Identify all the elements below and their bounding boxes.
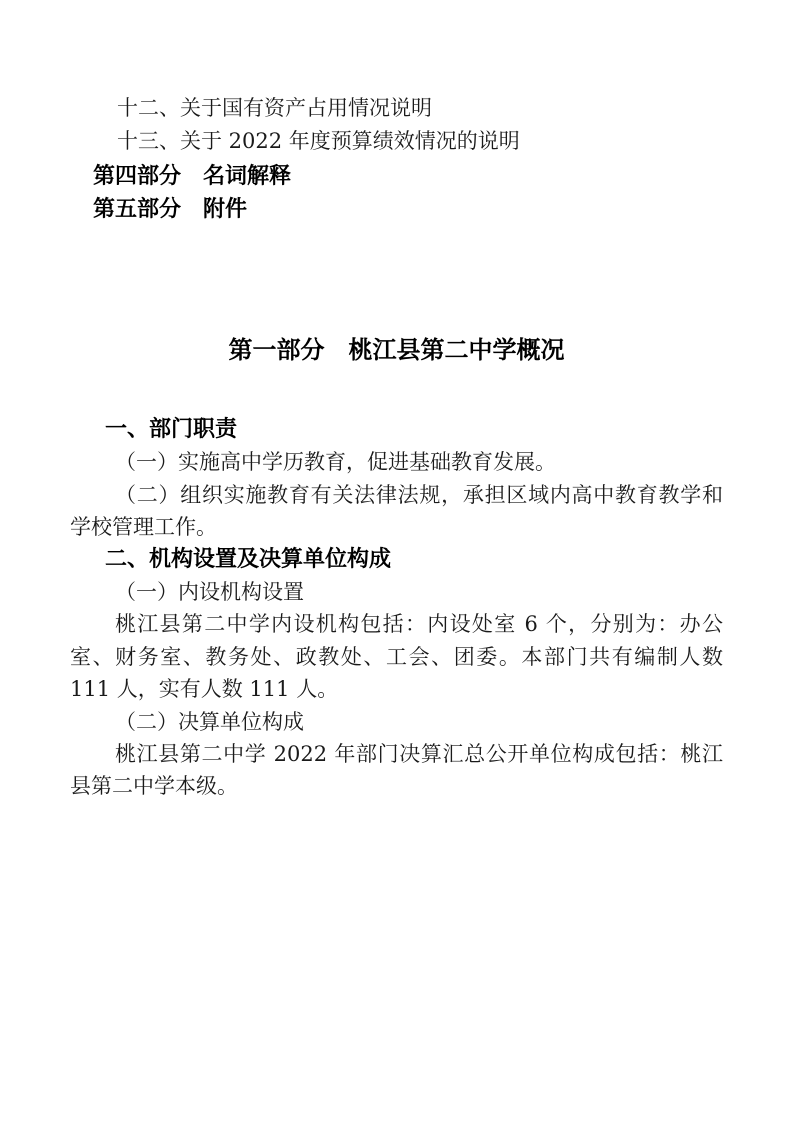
paragraph-line: 桃江县第二中学内设机构包括：内设处室 6 个，分别为：办公 [115,612,723,637]
part-heading-5: 第五部分 附件 [93,197,248,222]
paragraph-line: （二）决算单位构成 [115,709,304,734]
page-title: 第一部分 桃江县第二中学概况 [228,336,565,364]
body-block [70,414,723,803]
paragraph-line: （二）组织实施教育有关法律法规，承担区域内高中教育教学和 [115,482,723,507]
section-2-heading: 二、机构设置及决算单位构成 [105,546,392,572]
paragraph-line: 学校管理工作。 [70,515,217,540]
paragraph-line: 桃江县第二中学 2022 年部门决算汇总公开单位构成包括：桃江 [115,742,723,767]
paragraph-line: （一）内设机构设置 [115,580,304,605]
paragraph-line: 111 人，实有人数 111 人。 [70,677,339,702]
paragraph-line: 室、财务室、教务处、政教处、工会、团委。本部门共有编制人数 [70,644,723,669]
toc-item-13: 十三、关于 2022 年度预算绩效情况的说明 [117,129,520,153]
section-1-heading: 一、部门职责 [105,417,238,442]
toc-block [70,92,723,226]
paragraph-line: （一）实施高中学历教育，促进基础教育发展。 [115,450,556,475]
paragraph-line: 县第二中学本级。 [70,774,238,799]
toc-item-12: 十二、关于国有资产占用情况说明 [117,96,432,120]
part-heading-4: 第四部分 名词解释 [93,164,292,189]
